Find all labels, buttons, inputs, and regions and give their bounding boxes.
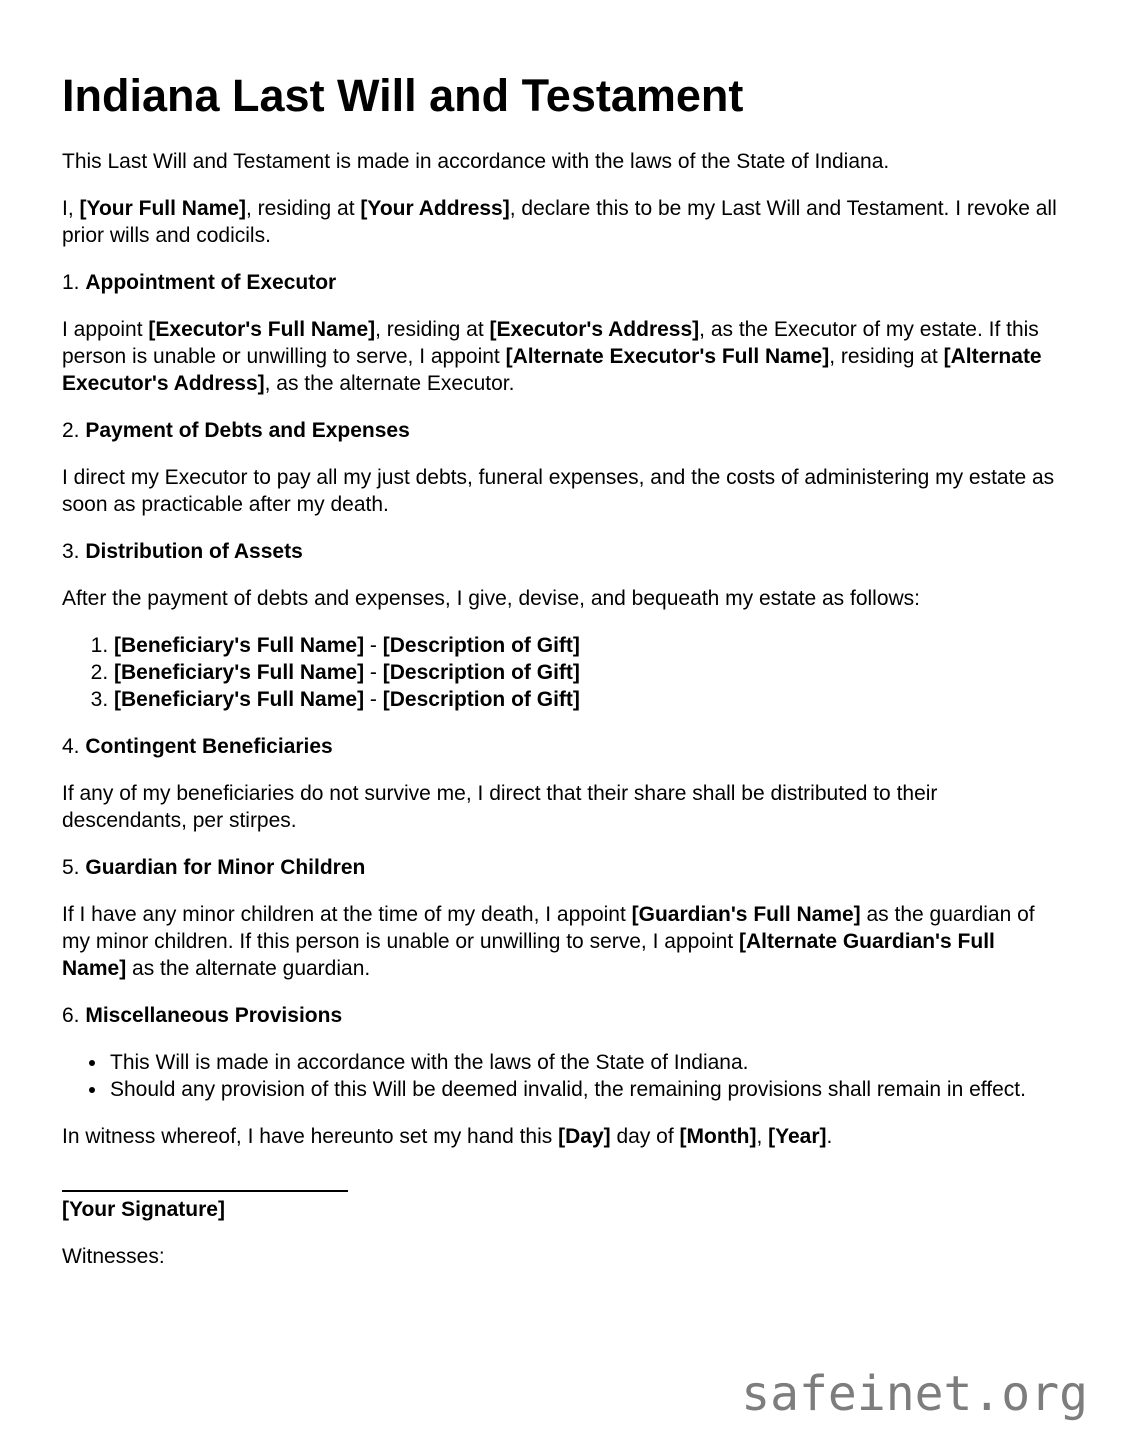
placeholder-field: [Description of Gift] bbox=[382, 688, 580, 711]
list-item bbox=[114, 659, 1062, 686]
placeholder-field: [Alternate Executor's Full Name] bbox=[505, 345, 830, 368]
text-run: , residing at bbox=[245, 197, 361, 220]
placeholder-field: [Alternate Guardian's Full Name] bbox=[62, 930, 995, 980]
placeholder-field: [Alternate Executor's Address] bbox=[62, 345, 1042, 395]
placeholder-field: [Executor's Full Name] bbox=[148, 318, 376, 341]
text-run: After the payment of debts and expenses, I give, devise, and bequeath my estate as follows: bbox=[62, 587, 921, 610]
section-number: 4. bbox=[62, 735, 80, 758]
text-run: I, bbox=[62, 197, 80, 220]
text-run: - bbox=[364, 688, 383, 711]
witness-clause bbox=[62, 1123, 1062, 1150]
section-title: Appointment of Executor bbox=[85, 271, 337, 294]
text-run: as the guardian of my minor children. If this person is unable or unwilling to serve, I appoint bbox=[62, 903, 1035, 953]
placeholder-field: [Year] bbox=[768, 1125, 827, 1148]
text-run: , residing at bbox=[829, 345, 944, 368]
text-run: I direct my Executor to pay all my just debts, funeral expenses, and the costs of administering my estate as soon as practicable after my death. bbox=[62, 466, 1055, 516]
section-4-heading bbox=[62, 733, 1062, 760]
section-3-heading bbox=[62, 538, 1062, 565]
page-title: Indiana Last Will and Testament bbox=[62, 70, 744, 121]
signature-label: [Your Signature] bbox=[62, 1198, 225, 1221]
section-5-heading bbox=[62, 854, 1062, 881]
placeholder-field: [Executor's Address] bbox=[489, 318, 700, 341]
section-2-body bbox=[62, 464, 1062, 518]
section-number: 6. bbox=[62, 1004, 80, 1027]
section-title: Contingent Beneficiaries bbox=[85, 735, 333, 758]
placeholder-field: [Your Address] bbox=[360, 197, 510, 220]
watermark: safeinet.org bbox=[741, 1366, 1088, 1422]
placeholder-field: [Description of Gift] bbox=[382, 661, 580, 684]
provisions-list bbox=[62, 1049, 1062, 1103]
declaration-paragraph bbox=[62, 195, 1062, 249]
list-item bbox=[114, 632, 1062, 659]
section-title: Payment of Debts and Expenses bbox=[85, 419, 410, 442]
section-title: Distribution of Assets bbox=[85, 540, 303, 563]
beneficiary-list bbox=[62, 632, 1062, 713]
intro-paragraph: This Last Will and Testament is made in accordance with the laws of the State of Indiana. bbox=[62, 150, 890, 173]
section-4-body bbox=[62, 780, 1062, 834]
text-run: , declare this to be my Last Will and Testament. I revoke all prior wills and codicils. bbox=[62, 197, 1057, 247]
placeholder-field: [Day] bbox=[558, 1125, 611, 1148]
list-item bbox=[108, 1049, 1062, 1076]
witnesses-label: Witnesses: bbox=[62, 1245, 165, 1268]
text-run: , bbox=[756, 1125, 769, 1148]
section-number: 5. bbox=[62, 856, 80, 879]
text-run: I appoint bbox=[62, 318, 149, 341]
text-run: If I have any minor children at the time of my death, I appoint bbox=[62, 903, 632, 926]
text-run: , residing at bbox=[375, 318, 490, 341]
section-1-heading bbox=[62, 269, 1062, 296]
text-run: Should any provision of this Will be deemed invalid, the remaining provisions shall remain in effect. bbox=[110, 1078, 1026, 1101]
text-run: - bbox=[364, 634, 383, 657]
placeholder-field: [Beneficiary's Full Name] bbox=[114, 634, 365, 657]
section-5-body bbox=[62, 901, 1062, 982]
section-3-body bbox=[62, 585, 1062, 612]
placeholder-field: [Guardian's Full Name] bbox=[631, 903, 861, 926]
text-run: In witness whereof, I have hereunto set my hand this bbox=[62, 1125, 559, 1148]
text-run: . bbox=[826, 1125, 833, 1148]
section-number: 1. bbox=[62, 271, 80, 294]
text-run: If any of my beneficiaries do not survive me, I direct that their share shall be distributed to their descendants, per stirpes. bbox=[62, 782, 938, 832]
placeholder-field: [Month] bbox=[679, 1125, 757, 1148]
section-number: 3. bbox=[62, 540, 80, 563]
text-run: , as the alternate Executor. bbox=[264, 372, 515, 395]
section-1-body bbox=[62, 316, 1062, 397]
section-2-heading bbox=[62, 417, 1062, 444]
placeholder-field: [Your Full Name] bbox=[79, 197, 246, 220]
placeholder-field: [Beneficiary's Full Name] bbox=[114, 688, 365, 711]
placeholder-field: [Description of Gift] bbox=[382, 634, 580, 657]
text-run: day of bbox=[610, 1125, 680, 1148]
text-run: - bbox=[364, 661, 383, 684]
section-6-heading bbox=[62, 1002, 1062, 1029]
text-run: This Will is made in accordance with the laws of the State of Indiana. bbox=[110, 1051, 749, 1074]
text-run: , as the Executor of my estate. If this person is unable or unwilling to serve, I appoint bbox=[62, 318, 1039, 368]
section-number: 2. bbox=[62, 419, 80, 442]
section-title: Guardian for Minor Children bbox=[85, 856, 366, 879]
placeholder-field: [Beneficiary's Full Name] bbox=[114, 661, 365, 684]
list-item bbox=[114, 686, 1062, 713]
section-title: Miscellaneous Provisions bbox=[85, 1004, 343, 1027]
list-item bbox=[108, 1076, 1062, 1103]
signature-line bbox=[62, 1190, 348, 1192]
text-run: as the alternate guardian. bbox=[126, 957, 371, 980]
